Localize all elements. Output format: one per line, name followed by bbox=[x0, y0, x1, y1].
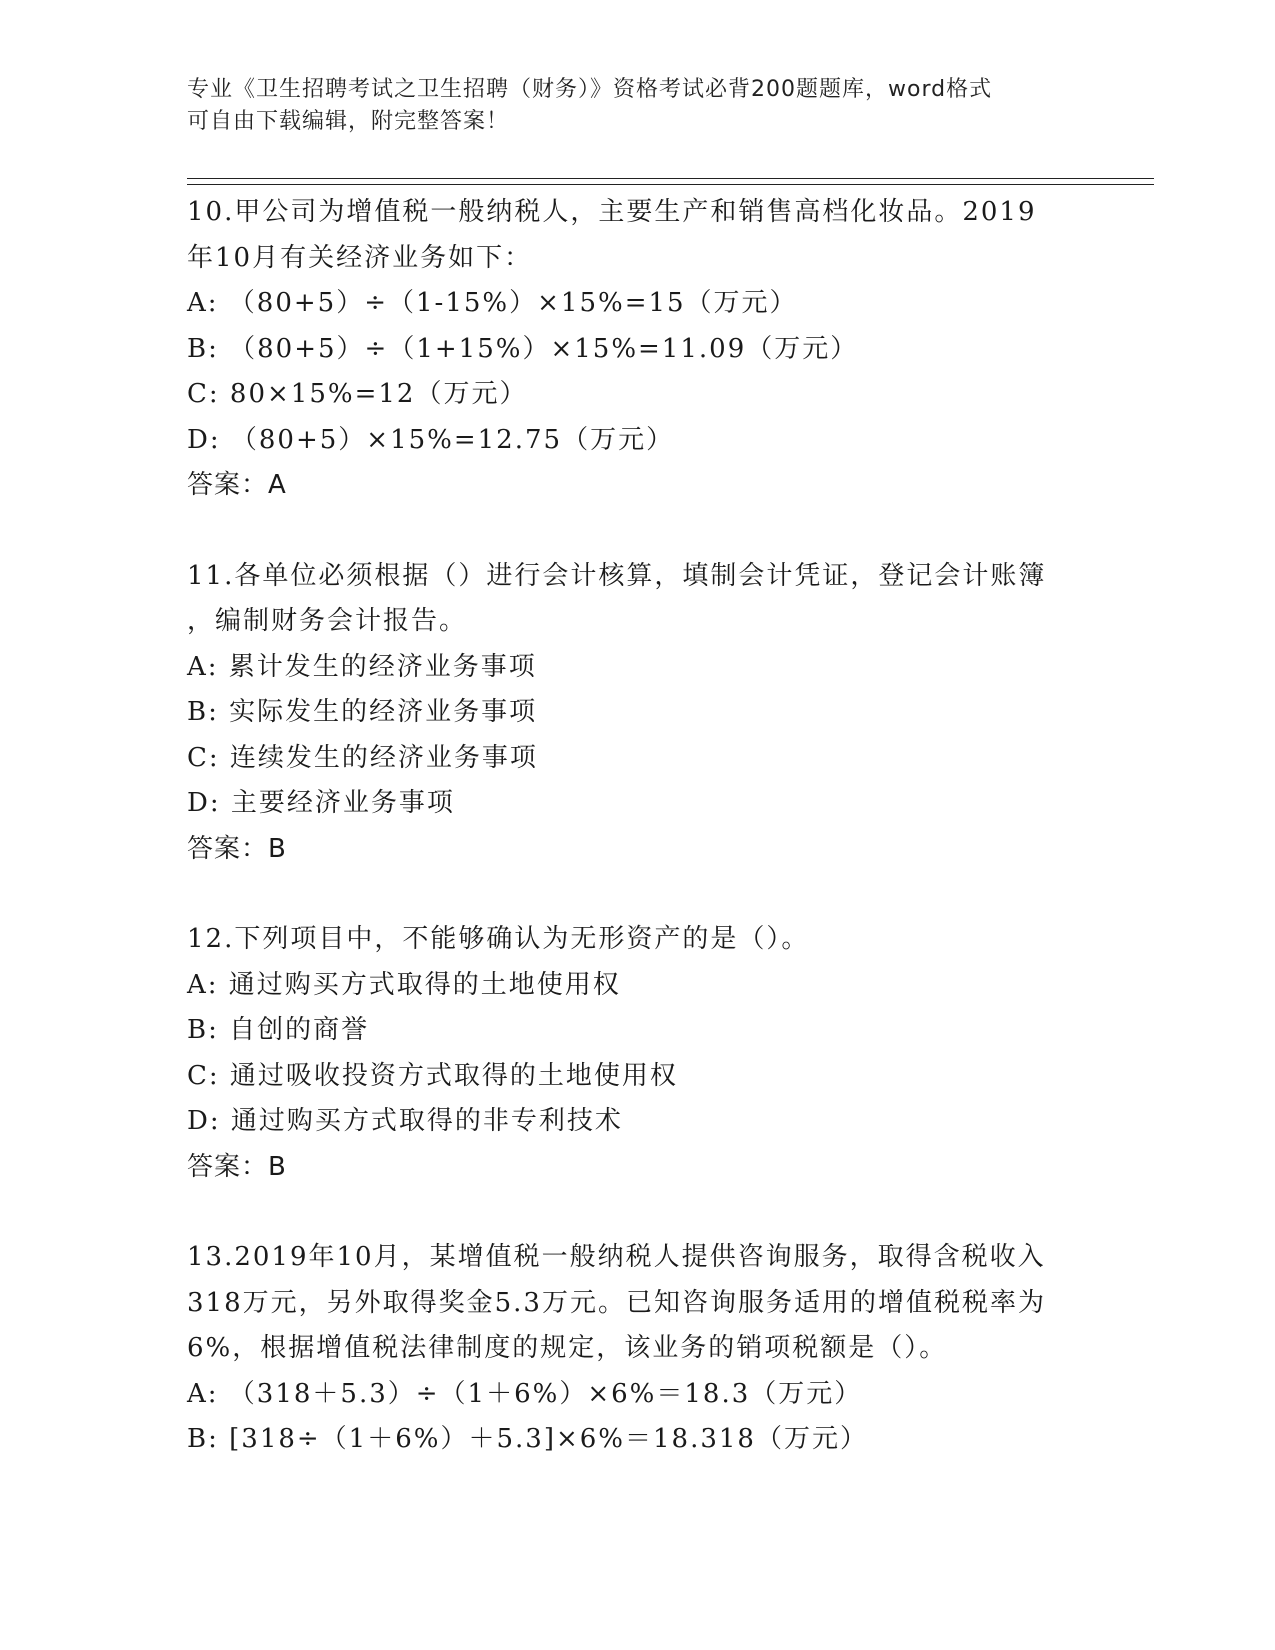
header-divider-top bbox=[187, 178, 1154, 179]
option-d: D: 主要经济业务事项 bbox=[187, 788, 455, 818]
question-11 bbox=[187, 554, 1137, 873]
option-a: A: （318＋5.3）÷（1＋6%）×6%＝18.3（万元） bbox=[187, 1378, 863, 1409]
option-b: B: [318÷（1＋6%）＋5.3]×6%＝18.318（万元） bbox=[187, 1424, 868, 1454]
header-line-2: 可自由下载编辑，附完整答案！ bbox=[187, 109, 510, 134]
option-b: B: 自创的商誉 bbox=[187, 1015, 370, 1045]
question-10 bbox=[187, 190, 1137, 509]
question-stem-line: 6%，根据增值税法律制度的规定，该业务的销项税额是（）。 bbox=[187, 1333, 948, 1363]
option-c: C: 通过吸收投资方式取得的土地使用权 bbox=[187, 1060, 678, 1091]
question-list bbox=[187, 190, 1137, 1508]
header-divider-bottom bbox=[187, 184, 1154, 185]
option-c: C: 连续发生的经济业务事项 bbox=[187, 742, 538, 773]
option-b: B: 实际发生的经济业务事项 bbox=[187, 697, 538, 727]
answer: 答案：A bbox=[187, 470, 287, 500]
question-stem-line: 318万元，另外取得奖金5.3万元。已知咨询服务适用的增值税税率为 bbox=[187, 1287, 1046, 1318]
question-stem-line: 11.各单位必须根据（）进行会计核算，填制会计凭证，登记会计账簿 bbox=[187, 560, 1047, 591]
option-c: C: 80×15%=12（万元） bbox=[187, 379, 528, 409]
option-a: A: 累计发生的经济业务事项 bbox=[187, 651, 537, 682]
question-stem-line: 12.下列项目中，不能够确认为无形资产的是（）。 bbox=[187, 924, 810, 954]
option-a: A: （80+5）÷（1-15%）×15%=15（万元） bbox=[187, 288, 798, 318]
option-d: D: 通过购买方式取得的非专利技术 bbox=[187, 1106, 623, 1136]
question-stem-line: ，编制财务会计报告。 bbox=[187, 606, 468, 636]
answer: 答案：B bbox=[187, 833, 287, 864]
option-a: A: 通过购买方式取得的土地使用权 bbox=[187, 969, 621, 1000]
answer: 答案：B bbox=[187, 1151, 287, 1182]
question-13 bbox=[187, 1235, 1137, 1463]
question-12 bbox=[187, 917, 1137, 1190]
question-stem-line: 年10月有关经济业务如下： bbox=[187, 242, 533, 273]
option-b: B: （80+5）÷（1+15%）×15%=11.09（万元） bbox=[187, 333, 859, 364]
question-stem-line: 10.甲公司为增值税一般纳税人，主要生产和销售高档化妆品。2019 bbox=[187, 197, 1037, 227]
question-stem-line: 13.2019年10月，某增值税一般纳税人提供咨询服务，取得含税收入 bbox=[187, 1242, 1046, 1272]
option-d: D: （80+5）×15%=12.75（万元） bbox=[187, 424, 675, 455]
header-line-1: 专业《卫生招聘考试之卫生招聘（财务）》资格考试必背200题题库，word格式 bbox=[187, 77, 993, 102]
document-header bbox=[187, 74, 1087, 138]
